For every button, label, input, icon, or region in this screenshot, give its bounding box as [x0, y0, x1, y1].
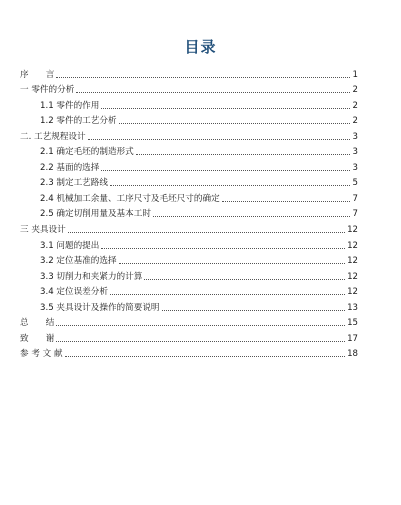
toc-entry-label: 二. 工艺规程设计 [20, 131, 86, 142]
toc-dot-leader [110, 184, 350, 186]
toc-entry-label: 1.1 零件的作用 [40, 100, 100, 111]
toc-entry-label: 2.4 机械加工余量、工序尺寸及毛坯尺寸的确定 [40, 193, 220, 204]
toc-entry-label: 一 零件的分析 [20, 85, 75, 96]
toc-entry-page-number: 2 [352, 85, 358, 96]
toc-dot-leader [68, 231, 345, 233]
toc-entry[interactable] [20, 266, 358, 282]
toc-entry[interactable] [20, 173, 358, 189]
toc-dot-leader [88, 138, 350, 140]
toc-entry-label: 3.2 定位基准的选择 [40, 256, 117, 267]
toc-dot-leader [56, 340, 345, 342]
toc-entry-page-number: 12 [347, 240, 358, 251]
toc-entry[interactable] [20, 251, 358, 267]
toc-entry[interactable] [20, 80, 358, 96]
toc-entry-page-number: 3 [352, 131, 358, 142]
toc-entry-label: 3.5 夹具设计及操作的简要说明 [40, 302, 160, 313]
toc-dot-leader [101, 169, 350, 171]
toc-entry-label: 2.1 确定毛坯的制造形式 [40, 147, 134, 158]
toc-dot-leader [119, 262, 346, 264]
toc-entry-label: 2.3 制定工艺路线 [40, 178, 108, 189]
toc-dot-leader [144, 278, 345, 280]
toc-entry-label: 3.4 定位误差分析 [40, 287, 108, 298]
toc-dot-leader [162, 309, 346, 311]
toc-entry-page-number: 12 [347, 271, 358, 282]
toc-entry[interactable] [20, 297, 358, 313]
toc-dot-leader [56, 76, 350, 78]
toc-dot-leader [101, 107, 350, 109]
toc-entry[interactable] [20, 142, 358, 158]
toc-entry-page-number: 2 [352, 116, 358, 127]
toc-entry-page-number: 7 [352, 193, 358, 204]
toc-entry[interactable] [20, 95, 358, 111]
toc-title: 目录 [184, 38, 217, 56]
toc-entry-label: 2.5 确定切削用量及基本工时 [40, 209, 151, 220]
toc-dot-leader [222, 200, 350, 202]
toc-entry-page-number: 1 [352, 69, 358, 80]
toc-entry-page-number: 12 [347, 256, 358, 267]
toc-entry-page-number: 15 [347, 318, 358, 329]
toc-entry-label: 致 谢 [20, 333, 55, 344]
toc-entry-label: 3.1 问题的提出 [40, 240, 100, 251]
toc-entry[interactable] [20, 157, 358, 173]
toc-entry[interactable] [20, 204, 358, 220]
toc-entry-page-number: 17 [347, 333, 358, 344]
toc-entry-label: 3.3 切削力和夹紧力的计算 [40, 271, 143, 282]
toc-entry-page-number: 2 [352, 100, 358, 111]
toc-dot-leader [119, 122, 350, 124]
toc-dot-leader [101, 247, 345, 249]
toc-entry-label: 序 言 [20, 69, 55, 80]
toc-entry[interactable] [20, 235, 358, 251]
toc-entry[interactable] [20, 111, 358, 127]
toc-dot-leader [65, 355, 345, 357]
toc-entry-page-number: 7 [352, 209, 358, 220]
toc-dot-leader [153, 215, 350, 217]
toc-entry-label: 1.2 零件的工艺分析 [40, 116, 117, 127]
toc-entry-page-number: 18 [347, 349, 358, 360]
toc-entry-page-number: 3 [352, 147, 358, 158]
toc-entry[interactable] [20, 188, 358, 204]
toc-entry[interactable] [20, 344, 358, 360]
toc-entry-label: 三 夹具设计 [20, 225, 66, 236]
toc-dot-leader [76, 91, 350, 93]
toc-entry-page-number: 3 [352, 162, 358, 173]
toc-entry-label: 总 结 [20, 318, 55, 329]
table-of-contents [20, 64, 358, 359]
toc-entry[interactable] [20, 219, 358, 235]
toc-dot-leader [56, 324, 345, 326]
toc-entry-page-number: 12 [347, 225, 358, 236]
toc-entry-page-number: 13 [347, 302, 358, 313]
toc-entry-label: 2.2 基面的选择 [40, 162, 100, 173]
toc-dot-leader [110, 293, 345, 295]
toc-entry[interactable] [20, 313, 358, 329]
toc-entry-label: 参 考 文 献 [20, 349, 63, 360]
toc-entry-page-number: 12 [347, 287, 358, 298]
toc-entry[interactable] [20, 282, 358, 298]
toc-entry[interactable] [20, 328, 358, 344]
toc-entry-page-number: 5 [352, 178, 358, 189]
toc-entry[interactable] [20, 126, 358, 142]
toc-entry[interactable] [20, 64, 358, 80]
toc-dot-leader [136, 153, 350, 155]
